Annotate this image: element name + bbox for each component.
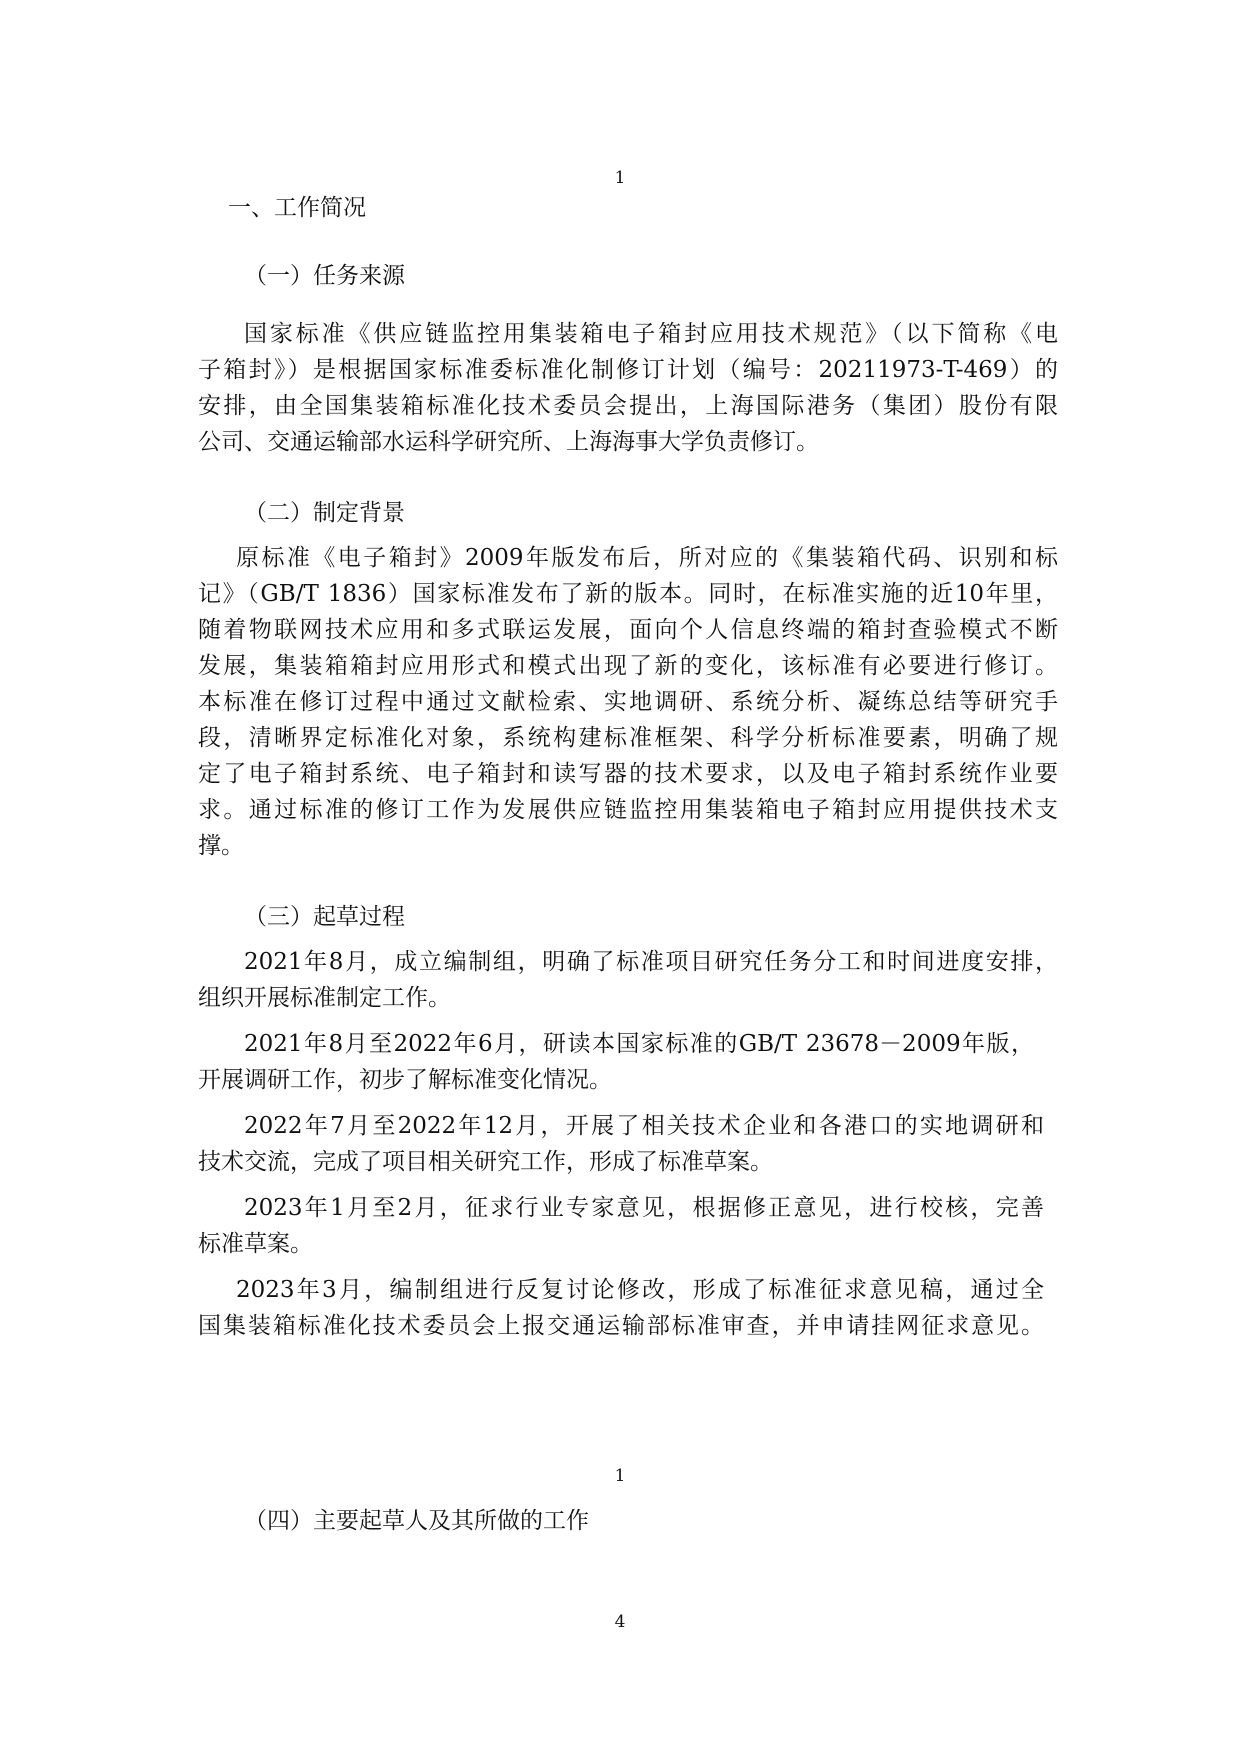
section-title: 一、工作简况 (228, 195, 366, 221)
drafting-line: 标准草案。 (198, 1231, 313, 1257)
drafting-line: 2021年8月，成立编制组，明确了标准项目研究任务分工和时间进度安排， (244, 949, 1058, 975)
background-line: 随着物联网技术应用和多式联运发展，面向个人信息终端的箱封查验模式不断 (198, 617, 1058, 643)
background-line: 记》（GB/T 1836）国家标准发布了新的版本。同时，在标准实施的近10年里， (198, 581, 1058, 607)
background-line: 发展，集装箱箱封应用形式和模式出现了新的变化，该标准有必要进行修订。 (198, 653, 1058, 679)
background-line: 原标准《电子箱封》2009年版发布后，所对应的《集装箱代码、识别和标 (236, 545, 1058, 571)
drafting-line: 国集装箱标准化技术委员会上报交通运输部标准审查，并申请挂网征求意见。 (198, 1313, 1044, 1339)
task-source-line: 国家标准《供应链监控用集装箱电子箱封应用技术规范》（以下简称《电 (244, 321, 1058, 347)
drafting-line: 技术交流，完成了项目相关研究工作，形成了标准草案。 (198, 1149, 773, 1175)
drafting-line: 2022年7月至2022年12月，开展了相关技术企业和各港口的实地调研和 (244, 1113, 1044, 1139)
background-line: 段，清晰界定标准化对象，系统构建标准框架、科学分析标准要素，明确了规 (198, 725, 1058, 751)
task-source-line: 子箱封》）是根据国家标准委标准化制修订计划（编号：20211973-T-469）的 (198, 357, 1058, 383)
drafting-line: 开展调研工作，初步了解标准变化情况。 (198, 1067, 612, 1093)
drafters-heading: （四）主要起草人及其所做的工作 (244, 1508, 589, 1534)
background-line: 本标准在修订过程中通过文献检索、实地调研、系统分析、凝练总结等研究手 (198, 689, 1058, 715)
background-heading: （二）制定背景 (244, 500, 405, 526)
drafting-line: 2023年3月，编制组进行反复讨论修改，形成了标准征求意见稿，通过全 (236, 1277, 1044, 1303)
task-source-heading: （一）任务来源 (244, 263, 405, 289)
background-line: 撑。 (198, 833, 244, 859)
drafting-line: 2021年8月至2022年6月，研读本国家标准的GB/T 23678－2009年版， (244, 1031, 1034, 1057)
page-number-top: 1 (614, 168, 626, 188)
page-number-middle: 1 (614, 1466, 626, 1486)
page-number-bottom: 4 (614, 1612, 626, 1632)
drafting-line: 组织开展标准制定工作。 (198, 985, 451, 1011)
background-line: 定了电子箱封系统、电子箱封和读写器的技术要求，以及电子箱封系统作业要 (198, 761, 1058, 787)
task-source-line: 安排，由全国集装箱标准化技术委员会提出，上海国际港务（集团）股份有限 (198, 393, 1058, 419)
drafting-heading: （三）起草过程 (244, 904, 405, 930)
drafting-line: 2023年1月至2月，征求行业专家意见，根据修正意见，进行校核，完善 (244, 1195, 1044, 1221)
task-source-line: 公司、交通运输部水运科学研究所、上海海事大学负责修订。 (198, 429, 819, 455)
background-line: 求。通过标准的修订工作为发展供应链监控用集装箱电子箱封应用提供技术支 (198, 797, 1058, 823)
